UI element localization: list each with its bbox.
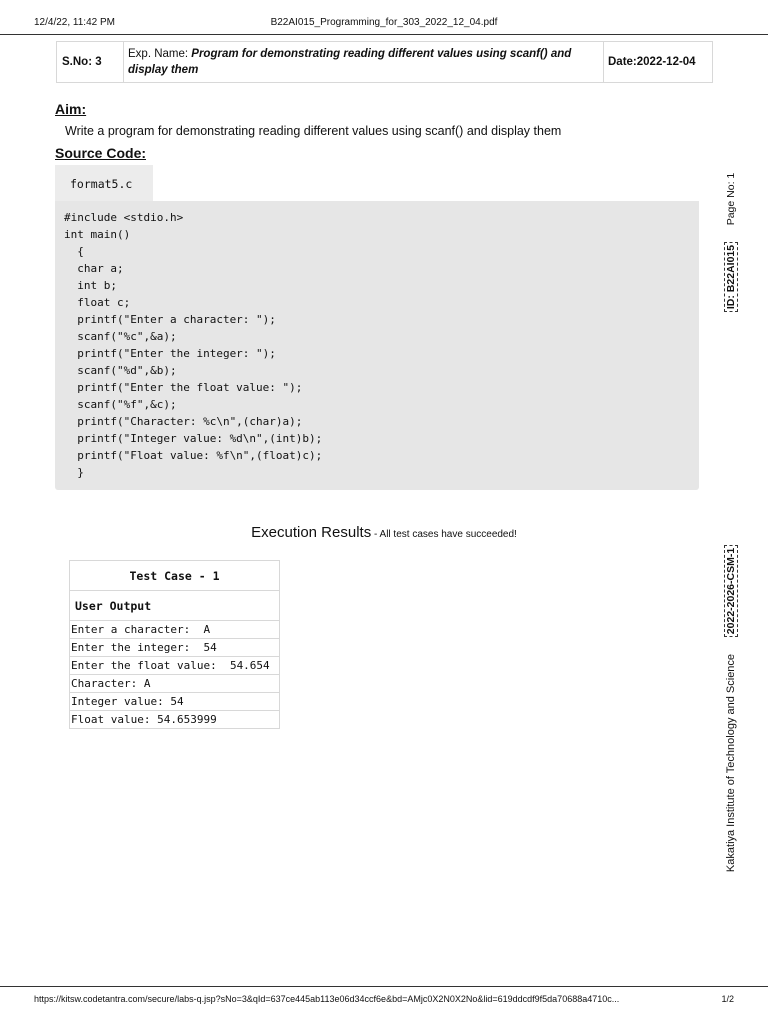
experiment-date: Date:2022-12-04: [608, 56, 696, 68]
user-output-label: User Output: [70, 591, 279, 621]
student-id-value: ID: B22AI015: [724, 242, 738, 312]
student-id: [725, 227, 737, 327]
serial-number: S.No: 3: [57, 42, 124, 82]
code-line: float c;: [64, 296, 131, 309]
code-line: printf("Character: %c\n",(char)a);: [64, 415, 303, 428]
code-line: scanf("%f",&c);: [64, 398, 177, 411]
code-line: {: [64, 245, 84, 258]
source-code-block: [55, 201, 699, 490]
aim-heading: Aim:: [55, 101, 87, 117]
code-line: printf("Float value: %f\n",(float)c);: [64, 449, 323, 462]
batch-code-value: 2022-2026-CSM-1: [724, 545, 738, 637]
batch-code: [725, 521, 737, 661]
document-title: B22AI015_Programming_for_303_2022_12_04.pdf: [270, 17, 498, 28]
test-case-table: [69, 560, 280, 729]
code-line: int b;: [64, 279, 117, 292]
execution-results-title: [0, 524, 768, 542]
code-line: scanf("%c",&a);: [64, 330, 177, 343]
code-line: printf("Enter the integer: ");: [64, 347, 276, 360]
code-line: printf("Integer value: %d\n",(int)b);: [64, 432, 323, 445]
execution-status: - All test cases have succeeded!: [371, 529, 517, 540]
output-row: Character: A: [70, 675, 279, 693]
code-line: int main(): [64, 228, 131, 241]
institute-name: Kakatiya Institute of Technology and Science: [725, 653, 737, 873]
print-footer: [0, 986, 768, 1024]
experiment-info-table: [56, 41, 713, 83]
output-row: Enter a character: A: [70, 621, 279, 639]
source-file-tab[interactable]: format5.c: [55, 165, 153, 202]
test-case-title: Test Case - 1: [70, 561, 279, 591]
print-header: [0, 0, 768, 34]
page-url: https://kitsw.codetantra.com/secure/labs-q.jsp?sNo=3&qId=637ce445ab113e06d34ccf6e&bd=AMjc0X2N0X2No&lid=619ddcdf9f5da70688a4710c...: [34, 994, 620, 1004]
print-datetime: 12/4/22, 11:42 PM: [34, 17, 115, 28]
experiment-name-cell: [124, 42, 604, 82]
output-row: Enter the float value: 54.654: [70, 657, 279, 675]
code-line: scanf("%d",&b);: [64, 364, 177, 377]
execution-results-heading: Execution Results: [251, 524, 372, 541]
code-line: #include <stdio.h>: [64, 211, 184, 224]
output-row: Float value: 54.653999: [71, 713, 217, 726]
page-number: Page No: 1: [725, 172, 737, 226]
footer-divider: [0, 986, 768, 987]
experiment-name: Program for demonstrating reading different values using scanf() and display them: [128, 48, 572, 76]
experiment-name-label: Exp. Name:: [128, 48, 189, 60]
output-row: Enter the integer: 54: [70, 639, 279, 657]
code-line: char a;: [64, 262, 124, 275]
header-divider: [0, 34, 768, 35]
source-code-heading: Source Code:: [55, 145, 147, 161]
code-line: }: [64, 466, 84, 479]
print-page-count: 1/2: [721, 994, 734, 1004]
output-row: Integer value: 54: [70, 693, 279, 711]
aim-text: Write a program for demonstrating reading different values using scanf() and display them: [65, 124, 562, 138]
code-line: printf("Enter the float value: ");: [64, 381, 303, 394]
code-line: printf("Enter a character: ");: [64, 313, 276, 326]
